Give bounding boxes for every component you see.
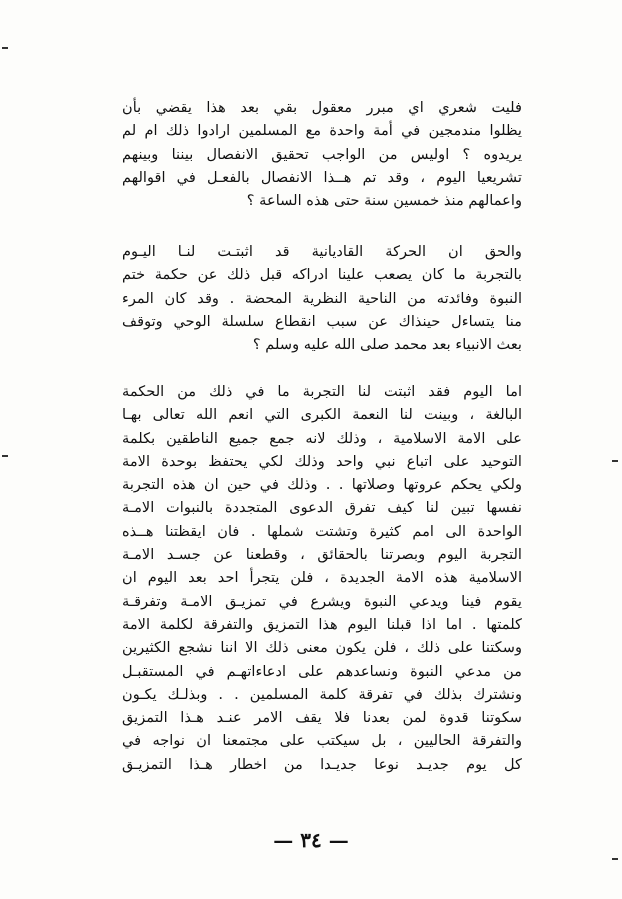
text-line: سكوتنا قدوة لمن بعدنا فلا يقف الامر عنـد هـذا التمزيق <box>122 709 522 727</box>
text-line: البالغة ، وبينت لنا النعمة الكبرى التي انعم الله تعالى بهـا <box>122 406 522 424</box>
text-line: منا يتساءل حينذاك عن سبب انقطاع سلسلة الوحي وتوقف <box>122 312 522 330</box>
text-line: بعث الانبياء بعد محمد صلى الله عليه وسلم ؟ <box>252 336 522 354</box>
text-line: كل يوم جديـد نوعا جديـدا من اخطار هـذا التمزيـق <box>122 755 522 773</box>
text-line: كلمتها . اما اذا قبلنا اليوم هذا التمزيق والتفرقة لكلمة الامة <box>122 615 522 633</box>
text-line: يريدوه ؟ اوليس من الواجب تحقيق الانفصال بيننا وبينهم <box>122 145 522 163</box>
text-line: والحق ان الحركة القاديانية قد اثبتـت لنـا اليـوم <box>122 243 522 260</box>
text-line: الواحدة الى امم كثيرة وتشتت شملها . فان ايقظتنا هــذه <box>122 522 522 540</box>
text-line: يقوم فينا ويدعي النبوة ويشرع في تمزيـق الامـة وتفرقـة <box>122 592 522 610</box>
paragraph-1 <box>122 96 522 212</box>
text-line: التجربة اليوم وبصرتنا بالحقائق ، وقطعنا عن جسـد الامـة <box>122 546 522 564</box>
margin-speck <box>2 455 8 457</box>
text-line: ونشترك بذلك في تفرقة كلمة المسلمين . . وبذلـك يكـون <box>122 685 522 703</box>
page-number: — ٣٤ — <box>273 828 349 852</box>
margin-speck <box>2 47 8 49</box>
text-line: وسكتنا على ذلك ، فلن يكون معنى ذلك الا اننا نشجع الكثيرين <box>122 639 522 657</box>
text-line: النبوة وفائدته من الناحية النظرية المحضة . وقد كان المرء <box>122 289 522 307</box>
text-line: من مدعي النبوة ونساعدهم على ادعاءاتهـم في المستقبـل <box>122 662 522 680</box>
paragraph-2 <box>122 240 522 356</box>
text-line: الاسلامية هذه الامة الجديدة ، فلن يتجرأ احد بعد اليوم ان <box>122 569 522 587</box>
text-line: والتفرقة الحاليين ، بل سيكتب على مجتمعنا ان نواجه في <box>122 732 522 750</box>
text-line: يظلوا مندمجين في أمة واحدة مع المسلمين ارادوا ذلك ام لم <box>122 122 522 140</box>
text-line: اما اليوم فقد اثبتت لنا التجربة ما في ذلك من الحكمة <box>122 383 522 400</box>
text-line: نفسها تبين لنا كيف تفرق الدعوى المتجددة بالنبوات الامـة <box>122 499 522 517</box>
margin-speck <box>612 460 618 462</box>
text-line: ولكي يحكم عروتها وصلاتها . . وذلك في حين ان هذه التجربة <box>122 476 522 494</box>
text-line: بالتجربة ما كان يصعب علينا ادراكه قبل ذلك عن حكمة ختم <box>122 266 522 284</box>
text-line: على الامة الاسلامية ، وذلك لانه جمع جميع الناطقين بكلمة <box>122 429 522 447</box>
paragraph-3 <box>122 380 522 776</box>
margin-speck <box>612 858 618 860</box>
text-line: التوحيد على اتباع نبي واحد وذلك لكي يحتفظ بوحدة الامة <box>122 452 522 470</box>
text-line: فليت شعري اي مبرر معقول بقي بعد هذا يقضي بأن <box>122 99 522 116</box>
text-line: تشريعيا اليوم ، وقد تم هــذا الانفصال بالفعـل في اقوالهم <box>122 168 522 186</box>
text-line: واعمالهم منذ خمسين سنة حتى هذه الساعة ؟ <box>246 192 522 210</box>
